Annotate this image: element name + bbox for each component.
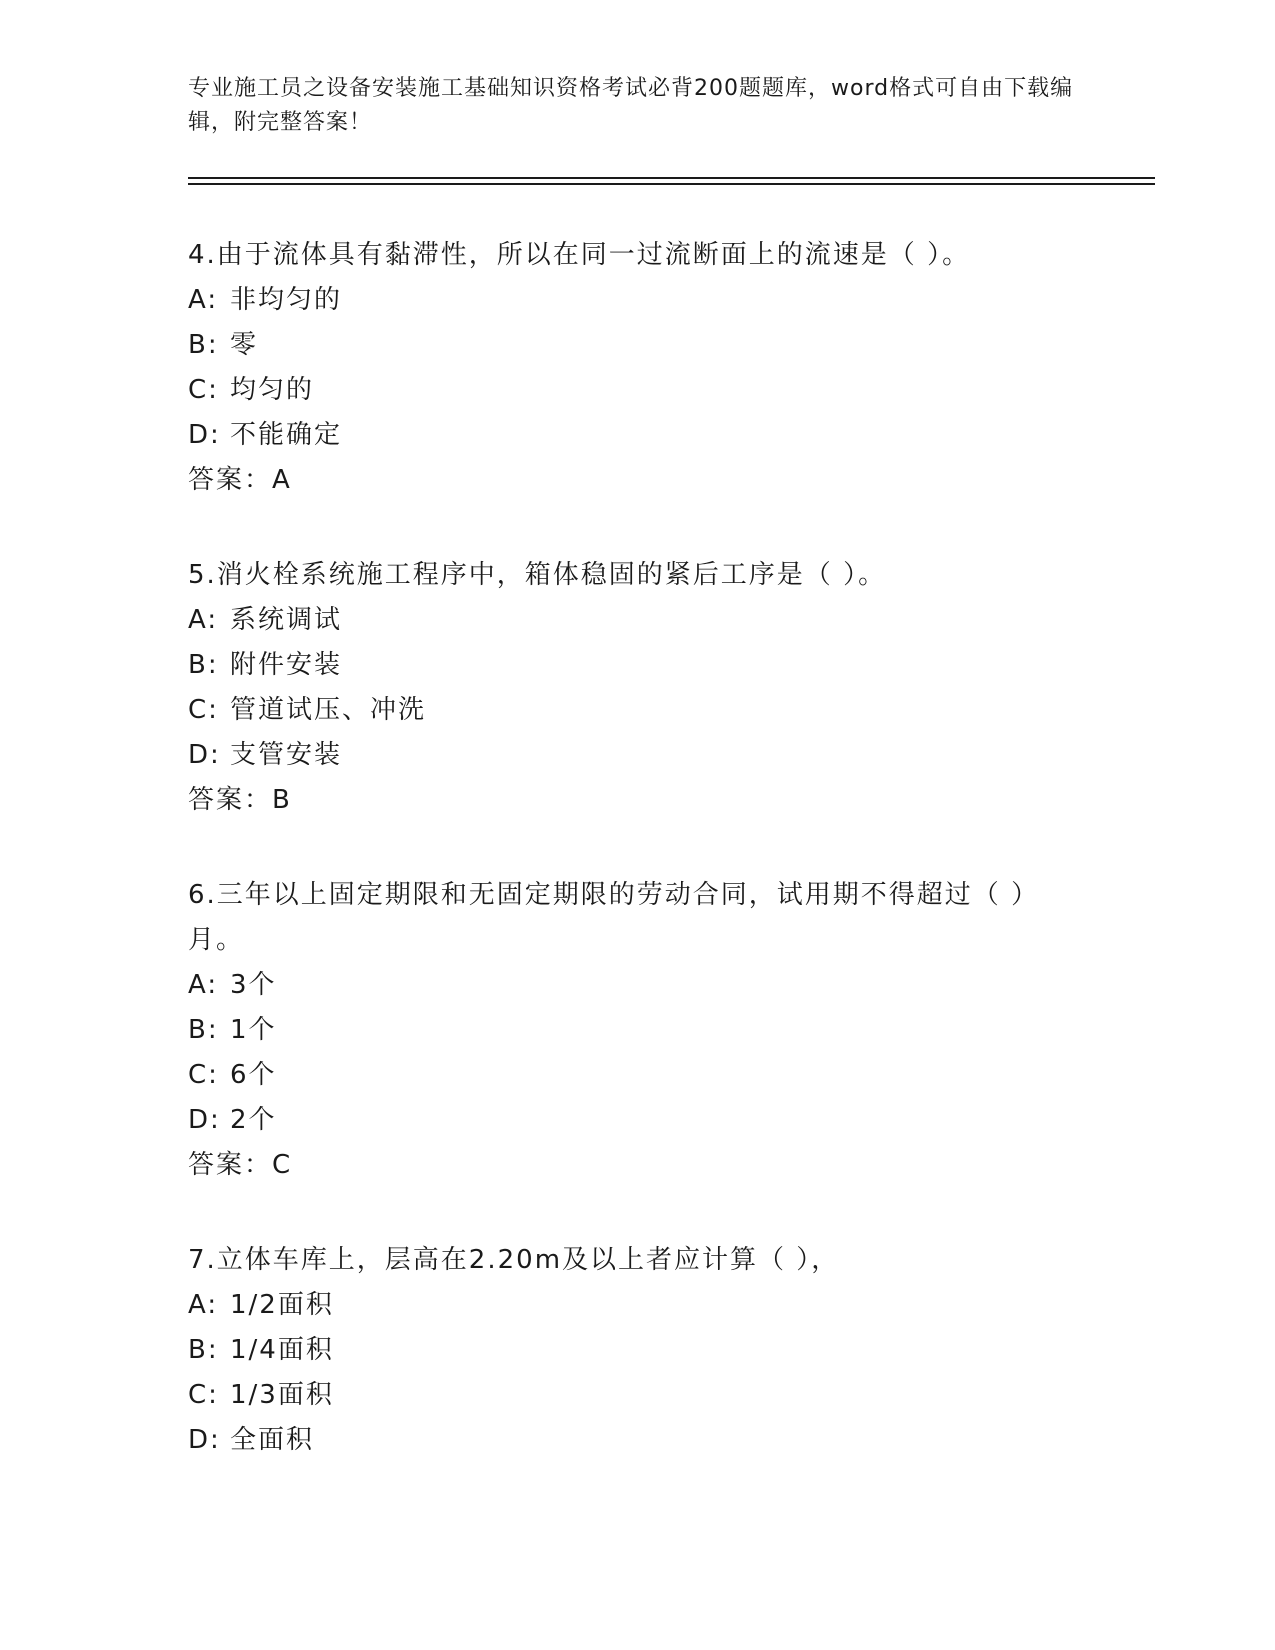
option-text: 1个 bbox=[230, 1015, 277, 1045]
answer-line: 答案：B bbox=[188, 785, 292, 815]
option-text: 非均匀的 bbox=[230, 285, 343, 315]
option-key: C: bbox=[188, 375, 219, 405]
document-title: 专业施工员之设备安装施工基础知识资格考试必背200题题库，word格式可自由下载编辑，附完整答案！ bbox=[188, 76, 1074, 135]
option-d bbox=[188, 733, 1088, 778]
option-text: 系统调试 bbox=[230, 605, 343, 635]
option-key: C: bbox=[188, 1060, 219, 1090]
option-b bbox=[188, 643, 1088, 688]
option-key: C: bbox=[188, 1380, 219, 1410]
option-a bbox=[188, 1283, 1088, 1328]
question-stem: 7.立体车库上，层高在2.20m及以上者应计算（ ）， bbox=[188, 1245, 840, 1275]
option-text: 1/4面积 bbox=[230, 1335, 334, 1365]
option-text: 6个 bbox=[230, 1060, 277, 1090]
option-text: 均匀的 bbox=[230, 375, 315, 405]
option-text: 管道试压、冲洗 bbox=[230, 695, 427, 725]
header-divider-bottom bbox=[188, 183, 1155, 185]
option-c bbox=[188, 688, 1088, 733]
option-text: 1/2面积 bbox=[230, 1290, 334, 1320]
option-a bbox=[188, 278, 1088, 323]
option-text: 支管安装 bbox=[230, 740, 343, 770]
option-key: B: bbox=[188, 1015, 219, 1045]
option-text: 2个 bbox=[230, 1105, 277, 1135]
header-divider-top bbox=[188, 177, 1155, 179]
option-c bbox=[188, 368, 1088, 413]
option-text: 3个 bbox=[230, 970, 277, 1000]
answer-line: 答案：C bbox=[188, 1150, 293, 1180]
option-text: 全面积 bbox=[230, 1425, 315, 1455]
question-6 bbox=[188, 873, 1088, 1188]
option-b bbox=[188, 1008, 1088, 1053]
question-7 bbox=[188, 1238, 1088, 1463]
question-stem: 5.消火栓系统施工程序中，箱体稳固的紧后工序是（ ）。 bbox=[188, 560, 887, 590]
option-key: A: bbox=[188, 605, 219, 635]
option-key: B: bbox=[188, 1335, 219, 1365]
option-a bbox=[188, 598, 1088, 643]
option-b bbox=[188, 1328, 1088, 1373]
option-key: A: bbox=[188, 285, 219, 315]
option-text: 1/3面积 bbox=[230, 1380, 334, 1410]
option-c bbox=[188, 1053, 1088, 1098]
document-header bbox=[188, 72, 1088, 140]
option-a bbox=[188, 963, 1088, 1008]
option-text: 附件安装 bbox=[230, 650, 343, 680]
question-4 bbox=[188, 233, 1088, 503]
option-d bbox=[188, 413, 1088, 458]
option-key: D: bbox=[188, 1425, 221, 1455]
option-text: 零 bbox=[230, 330, 259, 360]
option-d bbox=[188, 1418, 1088, 1463]
option-b bbox=[188, 323, 1088, 368]
option-key: D: bbox=[188, 420, 221, 450]
option-key: B: bbox=[188, 330, 219, 360]
option-key: A: bbox=[188, 970, 219, 1000]
option-d bbox=[188, 1098, 1088, 1143]
question-5 bbox=[188, 553, 1088, 823]
answer-line: 答案：A bbox=[188, 465, 292, 495]
option-c bbox=[188, 1373, 1088, 1418]
question-stem: 6.三年以上固定期限和无固定期限的劳动合同，试用期不得超过（ ）月。 bbox=[188, 880, 1040, 955]
option-key: B: bbox=[188, 650, 219, 680]
option-key: D: bbox=[188, 740, 221, 770]
option-key: C: bbox=[188, 695, 219, 725]
option-key: A: bbox=[188, 1290, 219, 1320]
option-key: D: bbox=[188, 1105, 221, 1135]
option-text: 不能确定 bbox=[230, 420, 343, 450]
question-stem: 4.由于流体具有黏滞性，所以在同一过流断面上的流速是（ ）。 bbox=[188, 240, 971, 270]
